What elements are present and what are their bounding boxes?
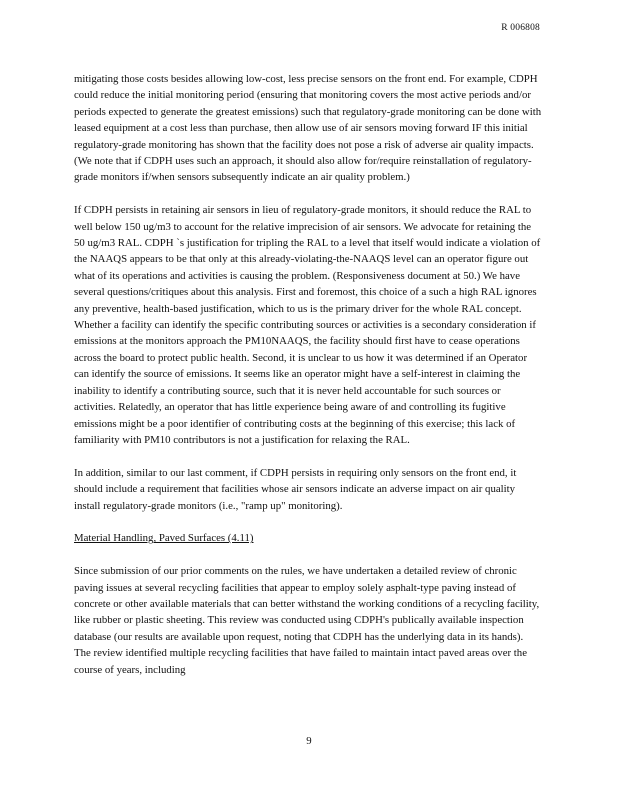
paragraph-monitoring-costs: mitigating those costs besides allowing low-cost, less precise sensors on the front end. For example, CDPH could reduce the initial monitoring period (ensuring that monitoring covers the most active periods and/or periods expected to generate the greatest emissions) such that regulatory-grade monitoring can be done with leased equipment at a cost less than purchase, then allow use of air sensors moving forward IF this initial regulatory-grade monitoring has shown that the facility does not pose a risk of adverse air quality impacts. (We note that if CDPH uses such an approach, it should also allow for/require reinstallation of regulatory-grade monitors if/when sensors subsequently indicate an air quality problem.): [74, 73, 542, 184]
paragraph-ral-reduction: If CDPH persists in retaining air sensors in lieu of regulatory-grade monitors, it should reduce the RAL to well below 150 ug/m3 to account for the relative imprecision of air sensors. We advocate for retaining the 50 ug/m3 RAL. CDPH `s justification for tripling the RAL to a level that itself would indicate a violation of the NAAQS appears to be that only at this already-violating-the-NAAQS level can an operator figure out what of its operations and activities is causing the problem. (Responsiveness document at 50.) We have several questions/critiques about this analysis. First and foremost, this choice of a such a high RAL ignores any preventive, health-based justification, which to us is the primary driver for the whole RAL concept. Whether a facility can identify the specific contributing sources or activities is a secondary consideration if emissions at the monitors approach the PM10NAAQS, the facility should first have to cease operations across the board to protect public health. Second, it is unclear to us how it was determined if an Operator can identify the source of emissions. It seems like an operator might have a self-interest in claiming the inability to identify a contributing source, such that it is never held accountable for such sources or activities. Relatedly, an operator that has little experience being aware of and controlling its fugitive emissions might be a poor identifier of contributing costs at the beginning of this exercise; this lack of familiarity with PM10 contributors is not a justification for relaxing the RAL.: [74, 204, 541, 446]
paragraph-ramp-up-monitoring: In addition, similar to our last comment, if CDPH persists in requiring only sensors on the front end, it should include a requirement that facilities whose air sensors indicate an adverse impact on air quality install regulatory-grade monitors (i.e., "ramp up" monitoring).: [74, 466, 517, 512]
document-body: [74, 71, 542, 694]
bates-number: R 006808: [501, 23, 540, 33]
section-heading: Material Handling, Paved Surfaces (4.11): [74, 532, 254, 545]
paragraph-paving-review: Since submission of our prior comments on the rules, we have undertaken a detailed review of chronic paving issues at several recycling facilities that appear to employ solely asphalt-type paving instead of concrete or other available materials that can better withstand the working conditions of a recycling facility, like rubber or plastic sheeting. This review was conducted using CDPH's publically available inspection database (our results are available upon request, noting that CDPH has the underlying data in its hands). The review identified multiple recycling facilities that have failed to maintain intact paved areas over the course of years, including: [74, 565, 540, 676]
page-number: 9: [306, 735, 312, 747]
